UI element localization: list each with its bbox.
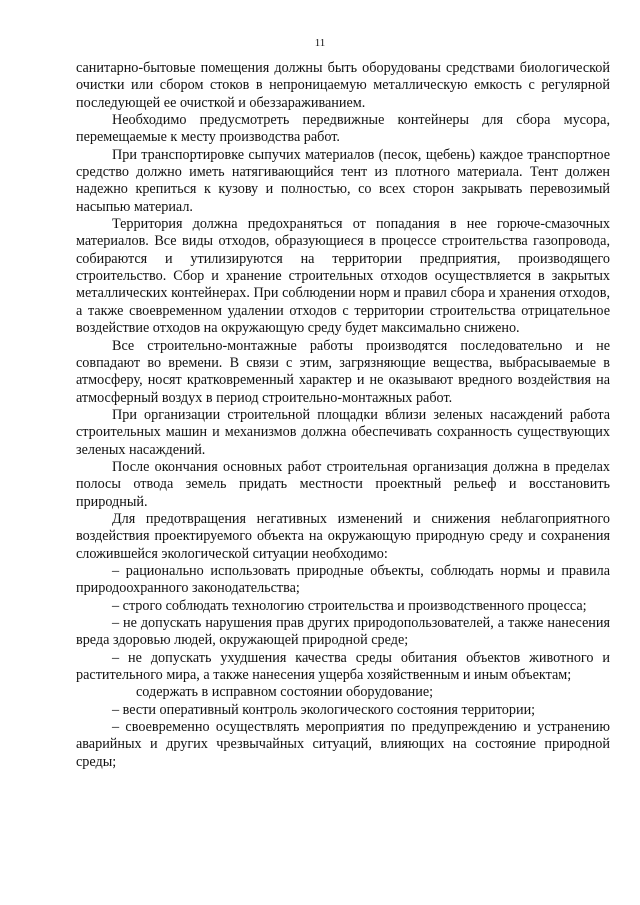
list-item: – не допускать нарушения прав других природопользователей, а также нанесения вреда здоровью людей, окружающей природной среде;: [76, 615, 610, 649]
list-item: – строго соблюдать технологию строительства и производственного процесса;: [112, 597, 587, 614]
paragraph: Все строительно-монтажные работы производятся последовательно и не совпадают во времени. В связи с этим, загрязняющие вещества, выбрасываемые в атмосферу, носят кратковременный характер и не оказывают вредного воздействия на атмосферный воздух в период строительно-монтажных работ.: [76, 337, 610, 406]
paragraph: При организации строительной площадки вблизи зеленых насаждений работа строительных машин и механизмов должна обеспечивать сохранность существующих зеленых насаждений.: [76, 406, 610, 458]
document-body: [76, 60, 610, 771]
list-item: – своевременно осуществлять мероприятия по предупреждению и устранению аварийных и других чрезвычайных ситуаций, влияющих на состояние природной среды;: [76, 719, 610, 770]
list-item: содержать в исправном состоянии оборудование;: [136, 684, 434, 701]
list-item: – вести оперативный контроль экологического состояния территории;: [112, 701, 536, 718]
paragraph: Необходимо предусмотреть передвижные контейнеры для сбора мусора, перемещаемые к месту производства работ.: [76, 112, 610, 146]
list-item: – рационально использовать природные объекты, соблюдать нормы и правила природоохранного законодательства;: [76, 562, 610, 597]
list-item: – не допускать ухудшения качества среды обитания объектов животного и растительного мира, а также нанесения ущерба хозяйственным и иным объектам;: [76, 649, 610, 684]
paragraph: Для предотвращения негативных изменений и снижения неблагоприятного воздействия проектируемого объекта на окружающую природную среду и сохранения сложившейся экологической ситуации необходимо:: [76, 510, 610, 562]
paragraph: При транспортировке сыпучих материалов (песок, щебень) каждое транспортное средство должно иметь натягивающийся тент из плотного материала. Тент должен надежно крепиться к кузову и полностью, со всех сторон закрывать перевозимый насыпью материал.: [76, 146, 610, 215]
paragraph: Территория должна предохраняться от попадания в нее горюче-смазочных материалов. Все виды отходов, образующиеся в процессе строительства газопровода, собираются и утилизируются на территории предприятия, производящего строительство. Сбор и хранение строительных отходов осуществляется в закрытых металлических контейнерах. При соблюдении норм и правил сбора и хранения отходов, а также своевременном удалении отходов с территории строительства отрицательное воздействие отходов на окружающую среду будет максимально снижено.: [76, 216, 610, 337]
page-number: 11: [314, 37, 326, 49]
paragraph: санитарно-бытовые помещения должны быть оборудованы средствами биологической очистки или сбором стоков в непроницаемую металлическую емкость с регулярной последующей ее очисткой и обеззараживанием.: [76, 60, 610, 111]
paragraph: После окончания основных работ строительная организация должна в пределах полосы отвода земель придать местности проектный рельеф и восстановить природный.: [76, 458, 610, 510]
